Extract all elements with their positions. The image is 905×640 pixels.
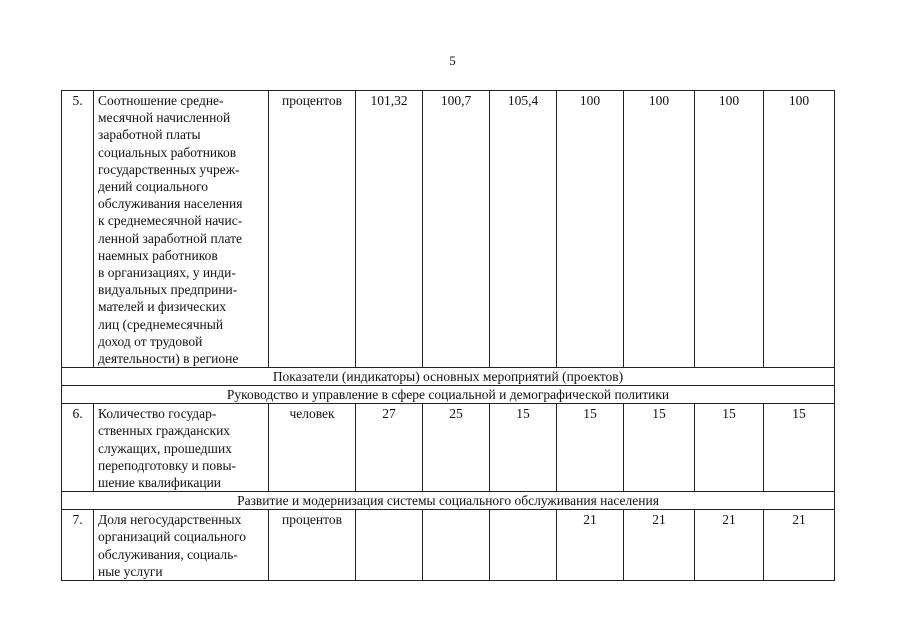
description-line: обслуживания, социаль-	[98, 546, 238, 562]
description-line: доход от трудовой	[98, 333, 203, 349]
table-row	[62, 510, 835, 581]
description-line: мателей и физических	[98, 299, 227, 315]
description-line: шение квалификации	[98, 475, 222, 491]
value-cell: 100	[695, 91, 764, 368]
indicator-description	[94, 91, 269, 368]
value-cell: 100,7	[423, 91, 490, 368]
value-cell: 15	[695, 404, 764, 492]
value-cell: 21	[764, 510, 835, 581]
description-line: Доля негосударственных	[98, 512, 242, 528]
description-line: дений социального	[98, 179, 209, 195]
description-line: организаций социального	[98, 529, 246, 545]
value-cell: 100	[624, 91, 695, 368]
description-line: видуальных предприни-	[98, 282, 238, 298]
value-cell: 15	[624, 404, 695, 492]
description-line: заработной платы	[98, 127, 201, 143]
value-cell: 25	[423, 404, 490, 492]
value-cell	[490, 510, 557, 581]
section-row	[62, 386, 835, 404]
description-line: лиц (среднемесячный	[98, 316, 224, 332]
value-cell: 101,32	[356, 91, 423, 368]
value-cell: 21	[557, 510, 624, 581]
description-line: переподготовку и повы-	[98, 457, 237, 473]
indicators-table	[61, 90, 835, 581]
section-row	[62, 368, 835, 386]
indicator-description	[94, 404, 269, 492]
table-row	[62, 91, 835, 368]
description-line: обслуживания населения	[98, 196, 243, 212]
description-line: ственных гражданских	[98, 423, 231, 439]
section-header-indicators: Показатели (индикаторы) основных мероприятий (проектов)	[62, 368, 835, 386]
description-line: деятельности) в регионе	[98, 351, 239, 367]
description-line: Количество государ-	[98, 406, 217, 422]
value-cell: 105,4	[490, 91, 557, 368]
row-number: 7.	[62, 510, 94, 581]
description-line: месячной начисленной	[98, 110, 231, 126]
value-cell: 27	[356, 404, 423, 492]
section-header-modernization: Развитие и модернизация системы социального обслуживания населения	[62, 492, 835, 510]
description-line: социальных работников	[98, 144, 237, 160]
value-cell: 100	[557, 91, 624, 368]
unit-cell: человек	[269, 404, 356, 492]
page-number: 5	[449, 53, 456, 68]
section-header-management: Руководство и управление в сфере социальной и демографической политики	[62, 386, 835, 404]
indicator-description	[94, 510, 269, 581]
description-line: ленной заработной плате	[98, 230, 243, 246]
value-cell	[356, 510, 423, 581]
row-number: 5.	[62, 91, 94, 368]
unit-cell: процентов	[269, 91, 356, 368]
description-line: в организациях, у инди-	[98, 265, 236, 281]
description-line: Соотношение средне-	[98, 93, 224, 108]
description-line: служащих, прошедших	[98, 440, 232, 456]
unit-cell: процентов	[269, 510, 356, 581]
value-cell: 15	[490, 404, 557, 492]
description-line: ные услуги	[98, 563, 163, 579]
description-line: к среднемесячной начис-	[98, 213, 243, 229]
value-cell: 15	[557, 404, 624, 492]
value-cell: 21	[624, 510, 695, 581]
section-row	[62, 492, 835, 510]
description-line: государственных учреж-	[98, 161, 240, 177]
description-line: наемных работников	[98, 247, 218, 263]
value-cell: 100	[764, 91, 835, 368]
table-row	[62, 404, 835, 492]
value-cell: 15	[764, 404, 835, 492]
value-cell	[423, 510, 490, 581]
value-cell: 21	[695, 510, 764, 581]
row-number: 6.	[62, 404, 94, 492]
